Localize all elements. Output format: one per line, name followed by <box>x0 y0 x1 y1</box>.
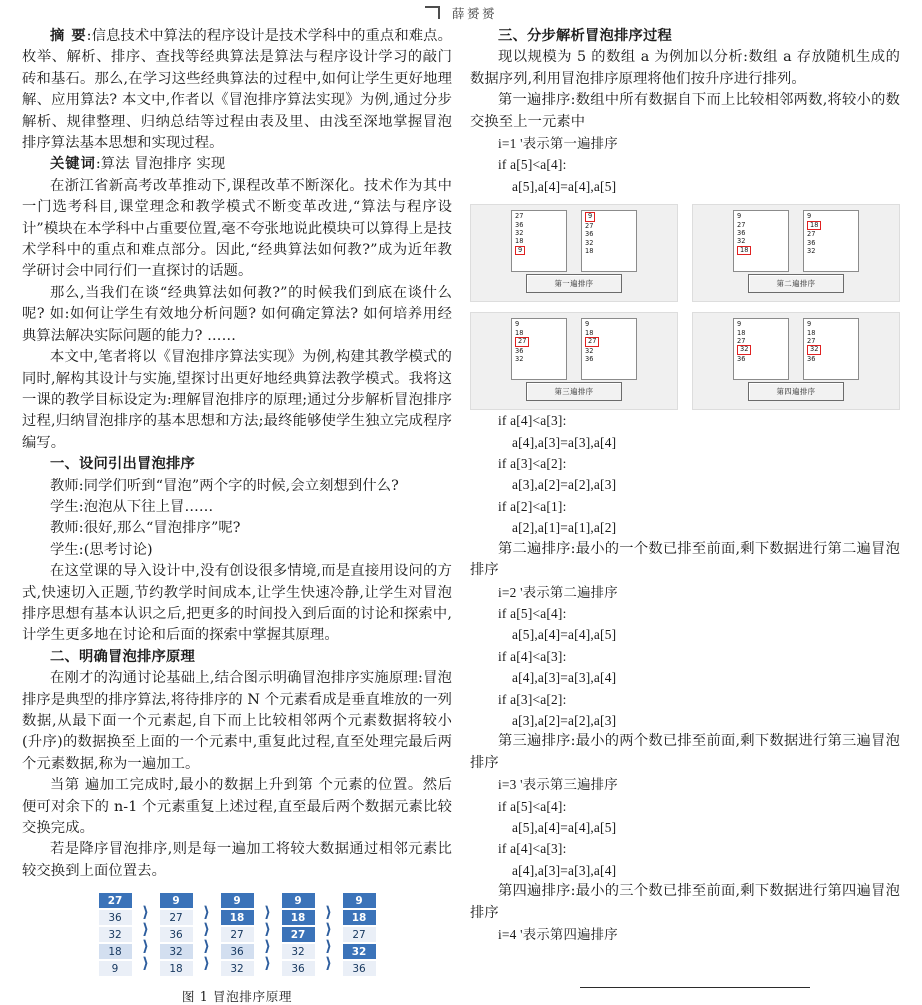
section-heading-3: 三、分步解析冒泡排序过程 <box>498 28 672 44</box>
code-line: i=3 '表示第三遍排序 <box>498 777 618 793</box>
listbox-item[interactable]: 36 <box>515 346 524 355</box>
dialog-line-4: 学生:(思考讨论) <box>50 541 153 558</box>
figure-1-cell: 32 <box>220 960 255 977</box>
figure-1-cell: 18 <box>98 943 133 960</box>
code-line: if a[4]<a[3]: <box>498 841 567 857</box>
running-head-author: 薛赟赟 <box>451 6 497 21</box>
intro-paragraph-3: 本文中,笔者将以《冒泡排序算法实现》为例,构建其教学模式的同时,解构其设计与实施,望探讨出更好地经典算法教学模式。我将这一课的教学目标设定为:理解冒泡排序的原理;通过分步解析冒泡排序过程,归纳冒泡排序的基本思想和方法;最终能够使学生独立完成程序编写。 <box>22 349 452 451</box>
right-listbox[interactable] <box>581 210 637 272</box>
listbox-item[interactable]: 18 <box>515 237 524 246</box>
left-listbox[interactable] <box>511 210 567 272</box>
swap-arrow-icon: ⟩ <box>142 903 149 922</box>
listbox-item[interactable]: 18 <box>585 328 594 337</box>
figure-1-cell: 36 <box>98 909 133 926</box>
code-line: if a[5]<a[4]: <box>498 798 567 814</box>
listbox-item[interactable]: 32 <box>585 238 594 247</box>
code-line: a[4],a[3]=a[3],a[4] <box>512 862 617 878</box>
program-screenshot <box>470 312 678 410</box>
code-line: a[4],a[3]=a[3],a[4] <box>512 670 617 686</box>
listbox-item[interactable] <box>806 345 856 355</box>
swap-arrow-icon: ⟩ <box>203 937 210 956</box>
keywords-paragraph <box>22 154 452 175</box>
swap-arrow-icon: ⟩ <box>264 903 271 922</box>
code-line: i=4 '表示第四遍排序 <box>498 927 618 942</box>
listbox-item[interactable]: 32 <box>585 346 594 355</box>
figure-1 <box>22 892 452 1005</box>
swap-arrow-group <box>194 892 220 972</box>
listbox-item[interactable]: 36 <box>737 355 746 364</box>
code-line: if a[5]<a[4]: <box>498 157 567 173</box>
listbox-item[interactable]: 18 <box>737 328 746 337</box>
listbox-item[interactable]: 9 <box>807 320 812 329</box>
listbox-item[interactable]: 32 <box>515 229 524 238</box>
listbox-item[interactable]: 27 <box>737 220 746 229</box>
swap-arrow-icon: ⟩ <box>325 937 332 956</box>
figure-1-cell: 32 <box>159 943 194 960</box>
sort-pass-button[interactable]: 第一遍排序 <box>526 274 622 293</box>
figure-1-cell: 36 <box>281 960 316 977</box>
highlight-box: 18 <box>807 221 821 231</box>
listbox-item[interactable]: 36 <box>737 229 746 238</box>
figure-1-cell: 32 <box>281 943 316 960</box>
listbox-item[interactable]: 18 <box>807 328 816 337</box>
right-listbox[interactable] <box>803 318 859 380</box>
highlight-box: 27 <box>515 337 529 347</box>
code-listing-4 <box>470 774 900 881</box>
listbox-item[interactable] <box>584 212 634 222</box>
figure-1-cell: 9 <box>220 892 255 909</box>
program-screenshot <box>692 204 900 302</box>
highlight-box: 27 <box>585 337 599 347</box>
abstract-paragraph <box>22 26 452 154</box>
listbox-item[interactable]: 9 <box>515 320 520 329</box>
swap-arrow-icon: ⟩ <box>142 937 149 956</box>
abstract-text: :信息技术中算法的程序设计是技术学科中的重点和难点。枚举、解析、排序、查找等经典算法是算法与程序设计学习的敲门砖和基石。那么,在学习这些经典算法的过程中,如何让学生更好地理解、应用算法? 本文中,作者以《冒泡排序算法实现》为例,通过分步解析、规律整理、归纳总结等过程由表及里、由浅至深地掌握冒泡排序算法基本思想和实现过程。 <box>22 28 452 152</box>
code-line: a[4],a[3]=a[3],a[4] <box>512 434 617 450</box>
listbox-item[interactable]: 36 <box>515 220 524 229</box>
section-heading-2: 二、明确冒泡排序原理 <box>50 648 195 665</box>
listbox-item[interactable]: 9 <box>737 212 742 221</box>
listbox-item[interactable]: 9 <box>737 320 742 329</box>
swap-arrow-icon: ⟩ <box>264 954 271 973</box>
figure-1-stack <box>159 892 194 977</box>
sort-pass-button[interactable]: 第三遍排序 <box>526 382 622 401</box>
stepwise-paragraph-3: 第二遍排序:最小的一个数已排至前面,剩下数据进行第二遍冒泡排序 <box>470 540 900 579</box>
swap-arrow-icon: ⟩ <box>325 903 332 922</box>
sort-pass-button[interactable]: 第二遍排序 <box>748 274 844 293</box>
swap-arrow-group <box>133 892 159 972</box>
left-listbox[interactable] <box>733 210 789 272</box>
listbox-item[interactable] <box>514 246 564 256</box>
listbox-item[interactable]: 36 <box>807 355 816 364</box>
figure-1-cell: 27 <box>281 926 316 943</box>
principle-paragraph-2: 当第 遍加工完成时,最小的数据上升到第 个元素的位置。然后便可对余下的 n-1 个元素重复上述过程,直至最后两个数据元素比较交换完成。 <box>22 777 452 837</box>
figure-1-cell: 9 <box>281 892 316 909</box>
listbox-item[interactable]: 36 <box>585 230 594 239</box>
code-line: a[2],a[1]=a[1],a[2] <box>512 520 617 536</box>
listbox-item[interactable]: 32 <box>807 247 816 256</box>
listbox-item[interactable] <box>736 246 786 256</box>
figure-1-cell: 18 <box>281 909 316 926</box>
highlight-box: 9 <box>515 246 525 256</box>
code-line: a[3],a[2]=a[2],a[3] <box>512 477 617 493</box>
swap-arrow-group <box>255 892 281 972</box>
listbox-item[interactable]: 27 <box>807 337 816 346</box>
swap-arrow-icon: ⟩ <box>264 920 271 939</box>
figure-1-stack <box>220 892 255 977</box>
code-listing-5 <box>470 924 900 945</box>
figure-1-cell: 27 <box>159 909 194 926</box>
highlight-box: 18 <box>737 246 751 256</box>
figure-1-caption: 图 1 冒泡排序原理 <box>181 989 293 1005</box>
listbox-pair <box>471 210 677 272</box>
footer-rule <box>580 987 810 988</box>
dialog-line-3: 教师:很好,那么“冒泡排序”呢? <box>50 520 241 537</box>
code-line: if a[4]<a[3]: <box>498 648 567 664</box>
left-column <box>22 26 452 1005</box>
figure-1-cell: 32 <box>98 926 133 943</box>
intro-paragraph-1: 在浙江省新高考改革推动下,课程改革不断深化。技术作为其中一门选考科目,课堂理念和教学模式不断变革改进,“算法与程序设计”模块在本学科中占重要位置,毫不夸张地说此模块可以算得上是技术学科中的重点和难点部分。因此,“经典算法如何教?”成为近年教学研讨会中同行们一直探讨的话题。 <box>22 177 452 280</box>
sort-pass-button[interactable]: 第四遍排序 <box>748 382 844 401</box>
abstract-label: 摘 要 <box>50 28 87 44</box>
figure-1-cell: 27 <box>342 926 377 943</box>
code-line: a[5],a[4]=a[4],a[5] <box>512 627 617 643</box>
stepwise-paragraph-4: 第三遍排序:最小的两个数已排至前面,剩下数据进行第三遍冒泡排序 <box>470 733 900 771</box>
code-listing-3 <box>470 582 900 732</box>
listbox-item[interactable] <box>806 221 856 231</box>
program-screenshot-grid <box>470 204 900 410</box>
swap-arrow-icon: ⟩ <box>325 954 332 973</box>
running-head <box>0 2 922 24</box>
code-line: a[3],a[2]=a[2],a[3] <box>512 712 617 728</box>
highlight-box: 32 <box>737 345 751 355</box>
listbox-item[interactable]: 27 <box>585 221 594 230</box>
figure-1-stack <box>98 892 133 977</box>
code-line: a[5],a[4]=a[4],a[5] <box>512 819 617 835</box>
listbox-item[interactable]: 32 <box>737 237 746 246</box>
listbox-item[interactable] <box>514 337 564 347</box>
dialog-line-1: 教师:同学们听到“冒泡”两个字的时候,会立刻想到什么? <box>50 477 399 494</box>
analysis-paragraph-1: 在这堂课的导入设计中,没有创设很多情境,而是直接用设问的方式,快速切入正题,节约教学时间成本,让学生快速冷静,让学生对冒泡排序思想有基本认识之后,把更多的时间投入到后面的讨论和探索中,计学生更多地在讨论和后面的探索中掌握其原理。 <box>22 563 452 644</box>
code-line: a[5],a[4]=a[4],a[5] <box>512 178 617 194</box>
code-listing-1 <box>470 133 900 197</box>
figure-1-cell: 36 <box>220 943 255 960</box>
right-listbox[interactable] <box>581 318 637 380</box>
code-line: if a[2]<a[1]: <box>498 498 567 514</box>
swap-arrow-group <box>316 892 342 972</box>
article-page <box>0 26 922 1005</box>
left-listbox[interactable] <box>511 318 567 380</box>
figure-1-cell: 18 <box>220 909 255 926</box>
listbox-item[interactable]: 27 <box>737 337 746 346</box>
listbox-pair <box>693 210 899 272</box>
listbox-item[interactable] <box>584 337 634 347</box>
highlight-box: 32 <box>807 345 821 355</box>
code-line: i=1 '表示第一遍排序 <box>498 136 618 152</box>
code-line: i=2 '表示第二遍排序 <box>498 584 618 600</box>
swap-arrow-icon: ⟩ <box>142 920 149 939</box>
stepwise-paragraph-5: 第四遍排序:最小的三个数已排至前面,剩下数据进行第四遍冒泡排序 <box>470 883 900 921</box>
keywords-label: 关键词 <box>50 156 96 173</box>
figure-1-cell: 18 <box>342 909 377 926</box>
program-screenshot <box>692 312 900 410</box>
listbox-item[interactable]: 18 <box>585 247 594 256</box>
code-line: if a[3]<a[2]: <box>498 456 567 472</box>
listbox-item[interactable]: 9 <box>807 212 812 221</box>
dialog-line-2: 学生:泡泡从下往上冒…… <box>50 498 214 515</box>
listbox-item[interactable]: 36 <box>807 238 816 247</box>
figure-1-stack <box>342 892 377 977</box>
swap-arrow-icon: ⟩ <box>203 954 210 973</box>
listbox-item[interactable]: 36 <box>585 355 594 364</box>
figure-1-cell: 32 <box>342 943 377 960</box>
listbox-item[interactable]: 18 <box>515 328 524 337</box>
right-column <box>470 26 900 945</box>
figure-1-cell: 36 <box>342 960 377 977</box>
listbox-item[interactable]: 27 <box>807 230 816 239</box>
principle-paragraph-1: 在刚才的沟通讨论基础上,结合图示明确冒泡排序实施原理:冒泡排序是典型的排序算法,将待排序的 N 个元素看成是垂直堆放的一列数据,从最下面一个元素起,自下而上比较相邻两个元素数据将较小(升序)的数据换至上面的一个元素中,重复此过程,直至处理完最后两个元素数据,称为一遍加工。 <box>22 670 452 772</box>
figure-1-cell: 27 <box>98 892 133 909</box>
stepwise-paragraph-2: 第一遍排序:数组中所有数据自下而上比较相邻两数,将较小的数交换至上一元素中 <box>470 92 900 130</box>
highlight-box: 9 <box>585 212 595 222</box>
swap-arrow-icon: ⟩ <box>203 903 210 922</box>
right-listbox[interactable] <box>803 210 859 272</box>
keywords-text: :算法 冒泡排序 实现 <box>95 156 226 173</box>
figure-1-cell: 27 <box>220 926 255 943</box>
code-line: if a[3]<a[2]: <box>498 691 567 707</box>
swap-arrow-icon: ⟩ <box>264 937 271 956</box>
principle-paragraph-3: 若是降序冒泡排序,则是每一遍加工将较大数据通过相邻元素比较交换到上面位置去。 <box>22 841 452 879</box>
intro-paragraph-2: 那么,当我们在谈“经典算法如何教?”的时候我们到底在谈什么呢? 如:如何让学生有效地分析问题? 如何确定算法? 如何培养用经典算法解决实际问题的能力? …… <box>22 284 452 344</box>
listbox-item[interactable]: 9 <box>585 320 590 329</box>
listbox-pair <box>693 318 899 380</box>
figure-1-stacks <box>22 892 452 977</box>
figure-1-cell: 18 <box>159 960 194 977</box>
figure-1-cell: 9 <box>159 892 194 909</box>
stepwise-paragraph-1: 现以规模为 5 的数组 a 为例加以分析:数组 a 存放随机生成的数据序列,利用冒泡排序原理将他们按升序进行排列。 <box>470 49 900 87</box>
swap-arrow-icon: ⟩ <box>203 920 210 939</box>
listbox-item[interactable] <box>736 345 786 355</box>
section-heading-1: 一、设问引出冒泡排序 <box>50 456 195 473</box>
figure-1-cell: 9 <box>98 960 133 977</box>
code-listing-2 <box>470 410 900 538</box>
left-listbox[interactable] <box>733 318 789 380</box>
figure-1-cell: 9 <box>342 892 377 909</box>
corner-bracket-icon <box>425 6 440 19</box>
figure-1-stack <box>281 892 316 977</box>
listbox-item[interactable]: 27 <box>515 212 524 221</box>
program-screenshot <box>470 204 678 302</box>
swap-arrow-icon: ⟩ <box>142 954 149 973</box>
swap-arrow-icon: ⟩ <box>325 920 332 939</box>
code-line: if a[4]<a[3]: <box>498 413 567 429</box>
figure-1-cell: 36 <box>159 926 194 943</box>
listbox-pair <box>471 318 677 380</box>
listbox-item[interactable]: 32 <box>515 355 524 364</box>
code-line: if a[5]<a[4]: <box>498 605 567 621</box>
